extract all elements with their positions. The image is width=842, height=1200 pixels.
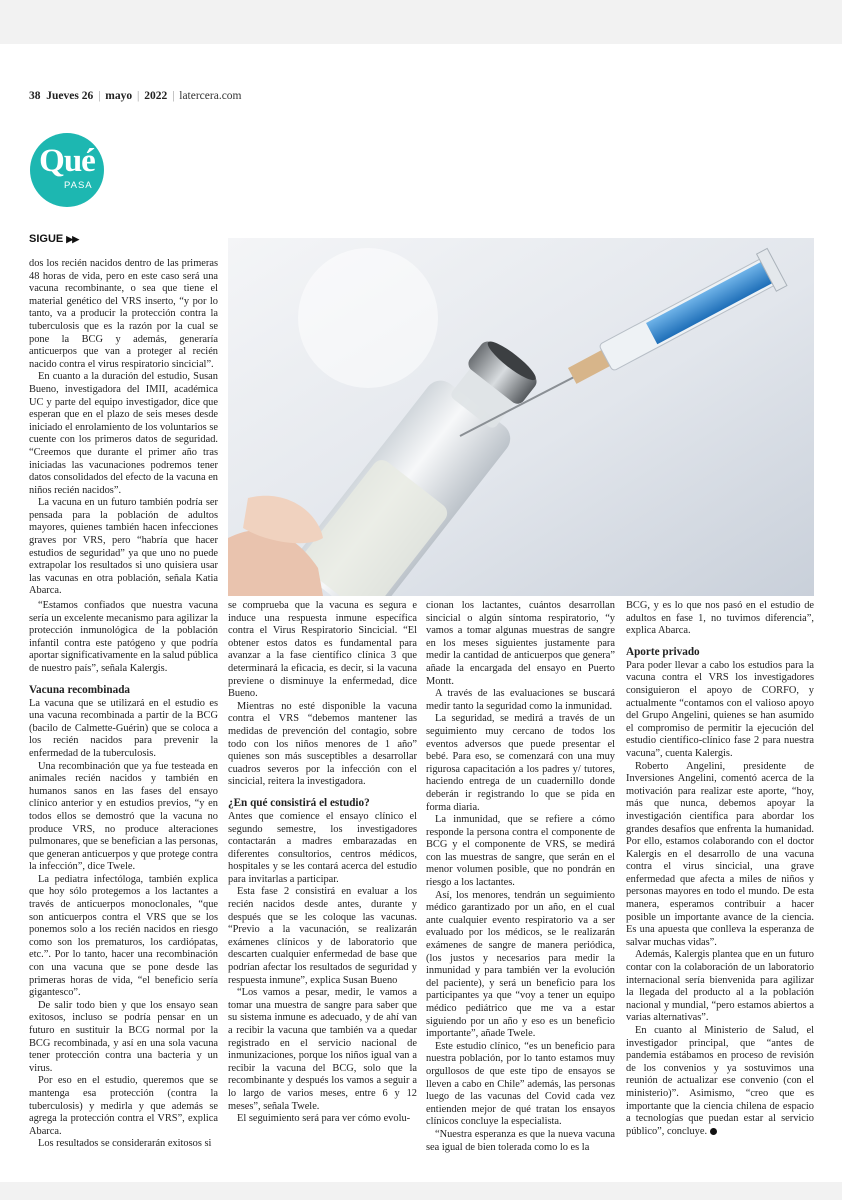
- folio-separator: |: [137, 90, 140, 102]
- article-paragraph: se comprueba que la vacuna es segura e induce una respuesta inmune específica contra el Virus Respiratorio Sincicial. “El obtener estos datos es fundamental para avanzar a la fase científico clínica 3 que determinará la eficacia, es decir, si la vacuna previene o disminuye la enfermedad, dice Bueno.: [228, 600, 417, 700]
- column-3: [426, 600, 615, 1154]
- folio-separator: |: [172, 90, 175, 102]
- article-paragraph: Una recombinación que ya fue testeada en animales recién nacidos y también en humanos sanos en las fases del ensayo clínico anterior y en estudios previos, “y en todos ellos se demostró que la vacuna no produce VRS, no produce alteraciones pulmonares, que se benefician a las personas, que generan anticuerpos y que protege contra la infección”, dice Twele.: [29, 760, 218, 873]
- final-paragraph-text: En cuanto al Ministerio de Salud, el investigador principal, que “antes de pandemia estábamos en proceso de revisión de los convenios y ya sostuvimos una reunión de actualizar ese convenio (con el ministerio)”. Asimismo, “creo que es importante que la ciencia chilena de espacio a tecnologías que puedan estar al servicio público”, concluye.: [626, 1025, 814, 1137]
- page-folio: [29, 90, 242, 102]
- date-day: Jueves 26: [46, 90, 94, 102]
- article-paragraph: La vacuna en un futuro también podría ser pensada para la población de adultos mayores, quienes también hacen infecciones graves por VRS, pero “habría que hacer estudios de seguridad” ya que uno no puede extrapolar los resultados si uno quisiera usar las vacunas en otra población, señala Katia Abarca.: [29, 497, 218, 597]
- article-paragraph: Roberto Angelini, presidente de Inversiones Angelini, comentó acerca de la motivación para realizar este aporte, “hoy, más que nunca, debemos apoyar la investigación científica para abordar los grandes desafíos que enfrenta la humanidad. Por ello, estamos colaborando con el doctor Kalergis en el desarrollo de una vacuna contra el virus sincicial, una grave enfermedad que afecta a miles de niños y personas mayores en todo el mundo. De esta manera, esperamos contribuir a hacer posible un importante avance de la ciencia. Es una apuesta que conlleva la esperanza de salvar muchas vidas”.: [626, 760, 814, 948]
- article-paragraph: El seguimiento será para ver cómo evolu-: [237, 1113, 411, 1125]
- subheading-vacuna-recombinada: Vacuna recombinada: [29, 683, 131, 696]
- article-paragraph: La inmunidad, que se refiere a cómo responde la persona contra el componente de BCG y el componente de VRS, se medirá con las muestras de sangre, que serán en el menor volumen posible, que no pondrán en riesgo a los lactantes.: [426, 814, 615, 889]
- bottom-margin-band: [0, 1182, 842, 1200]
- column-2: [228, 600, 417, 1126]
- article-paragraph: cionan los lactantes, cuántos desarrollan sincicial o algún síntoma respiratorio, “y vamos a tomar algunas muestras de sangre en los meses siguientes justamente para medir la cantidad de anticuerpos que genera” añade la encargada del ensayo en Puerto Montt.: [426, 600, 615, 687]
- column-4: [626, 600, 814, 1138]
- column-1-upper: [29, 258, 218, 598]
- article-paragraph: BCG, y es lo que nos pasó en el estudio de adultos en fase 1, no tuvimos diferencia”, explica Abarca.: [626, 600, 814, 637]
- article-paragraph: La pediatra infectóloga, también explica que hoy sólo protegemos a los lactantes a través de anticuerpos monoclonales, “que son anticuerpos contra el VRS que se los ponemos solo a los recién nacidos en riesgo como son los prematuros, los cardiópatas, etc.”. Por lo tanto, hacer una recombinación con una vacuna que se pone desde las primeras horas de vida, “el beneficio sería gigantesco”.: [29, 873, 218, 999]
- date-month: mayo: [105, 90, 133, 102]
- subheading-en-que-consistira: ¿En qué consistirá el estudio?: [228, 796, 370, 809]
- page-number: 38: [29, 90, 41, 102]
- double-arrow-right-icon: ▶▶: [66, 234, 79, 244]
- que-pasa-logo: [30, 133, 104, 207]
- article-paragraph: Además, Kalergis plantea que en un futuro contar con la colaboración de un laboratorio internacional sería bienvenida para agilizar la llegada del producto al a la población nacional y mundial, “pero estamos abiertos a varias alternativas”.: [626, 949, 814, 1024]
- article-paragraph: La seguridad, se medirá a través de un seguimiento muy cercano de todos los eventos adversos que puede presentar el bebé. Para eso, se comenzará con una muy rigurosa capacitación a los padres y/ tutores, haciendo entrega de un cuadernillo donde deberán ir registrando lo que se pida en forma diaria.: [426, 713, 615, 813]
- article-paragraph: Antes que comience el ensayo clínico el segundo semestre, los investigadores contactarán a madres embarazadas en diferentes consultorios, centros médicos, hospitales y se les contará acerca del estudio para invitarlas a participar.: [228, 810, 417, 885]
- continued-text: SIGUE: [29, 233, 64, 245]
- end-of-article-dot-icon: [710, 1128, 717, 1135]
- article-paragraph: “Estamos confiados que nuestra vacuna sería un excelente mecanismo para agilizar la protección inmunológica de la población infantil contra este patógeno y que podría aportar significativamente en la salud pública de nuestro país”, señala Kalergis.: [29, 600, 218, 674]
- article-paragraph: Esta fase 2 consistirá en evaluar a los recién nacidos desde antes, durante y después que se les coloque las vacunas. “Previo a la vacunación, se realizarán exámenes clínicos y de laboratorio que descarten cualquier enfermedad de base que podrían afectar los resultados de seguridad y respuesta inmune”, explica Susan Bueno: [228, 886, 417, 986]
- article-paragraph: “Nuestra esperanza es que la nueva vacuna sea igual de bien tolerada como lo es la: [426, 1128, 615, 1153]
- article-paragraph: Para poder llevar a cabo los estudios para la vacuna contra el VRS los investigadores consiguieron el apoyo de CORFO, y actualmente “contamos con el valioso apoyo del Grupo Angelini, quienes se han asumido el compromiso de permitir la ejecución del estudio científico-clínico fase 2 para nuestra vacuna”, cuenta Kalergis.: [626, 659, 814, 759]
- logo-word-pasa: PASA: [64, 180, 93, 191]
- article-paragraph-final: [626, 1025, 814, 1138]
- folio-separator: |: [98, 90, 101, 102]
- date-year: 2022: [144, 90, 168, 102]
- syringe-vial-illustration: [228, 238, 814, 596]
- top-margin-band: [0, 0, 842, 44]
- article-paragraph: La vacuna que se utilizará en el estudio es una vacuna recombinada a partir de la BCG (bacilo de Calmette-Guérin) que se coloca a los recién nacidos para prevenir la enfermedad de la tuberculosis.: [29, 697, 218, 759]
- article-paragraph: Este estudio clínico, “es un beneficio para nuestra población, por lo tanto estamos muy orgullosos de que este tipo de ensayos se lleven a cabo en Chile” además, las personas luego de las vacunas del Covid cada vez entienden mejor de qué tratan los ensayos clínicos concluye la especialista.: [426, 1040, 615, 1128]
- site-name: latercera.com: [179, 90, 242, 102]
- article-paragraph: En cuanto a la duración del estudio, Susan Bueno, investigadora del IMII, académica UC y parte del equipo investigador, dice que esperan que en el plazo de seis meses desde iniciado el enrolamiento de los voluntarios se cuente con los primeros datos de seguridad. “Creemos que durante el primer año tras iniciadas las vacunaciones podremos tener datos consolidados del efecto de la vacuna en niños recién nacidos”.: [29, 371, 218, 496]
- article-paragraph: Por eso en el estudio, queremos que se mantenga esa protección (contra la tuberculosis) y medirla y que además se agrega la protección contra el VRS”, explica Abarca.: [29, 1075, 218, 1137]
- article-paragraph: De salir todo bien y que los ensayo sean exitosos, incluso se podría pensar en un futuro en sustituir la BCG normal por la BCG recombinada, y así en una sola vacuna tener protección contra una bacteria y un virus.: [29, 999, 218, 1074]
- article-paragraph: Los resultados se considerarán exitosos si: [38, 1138, 212, 1150]
- column-1-lower: [29, 600, 218, 1151]
- logo-word-que: Qué: [39, 143, 95, 179]
- article-paragraph: “Los vamos a pesar, medir, le vamos a tomar una muestra de sangre para saber que su sistema inmune es adecuado, y de ahí van a recibir la vacuna que también va a quedar registrado en el servicio nacional de inmunizaciones, porque los niños igual van a recibir la vacuna del BCG, solo que la recombinante y después los vamos a seguir a lo largo de varios meses, entre 6 y 12 meses”, señala Twele.: [228, 987, 417, 1112]
- syringe-vial-photo: [228, 238, 814, 596]
- article-paragraph: dos los recién nacidos dentro de las primeras 48 horas de vida, pero en este caso será una vacuna recombinante, o sea que tiene el material genético del VRS inserto, “y por lo tanto, va a producir la protección contra la tuberculosis que es la razón por la cual se pone la BCG y además, generaría anticuerpos que van a proteger al recién nacido contra el virus respiratorio sincicial”.: [29, 258, 218, 370]
- subheading-aporte-privado: Aporte privado: [626, 645, 700, 658]
- continued-label: [29, 233, 78, 245]
- article-paragraph: Así, los menores, tendrán un seguimiento médico garantizado por un año, en el cual ante cualquier evento respiratorio va a ser evaluado por los médicos, se le realizarán exámenes de sangre de manera periódica, (los justos y necesarios para medir la inmunidad y para también ver la evolución del paciente), y será un beneficio para los participantes ya que “voy a tener un equipo médico pediátrico que me va a estar siguiendo por un año y eso es un beneficio importante”, añade Twele.: [426, 889, 615, 1040]
- article-paragraph: Mientras no esté disponible la vacuna contra el VRS “debemos mantener las medidas de prevención del contagio, sobre todo con los niños menores de 1 año” quienes son más susceptibles a desarrollar cuadros severos por la infección con el sincicial, reitera la investigadora.: [228, 700, 417, 788]
- article-paragraph: A través de las evaluaciones se buscará medir tanto la seguridad como la inmunidad.: [426, 688, 615, 712]
